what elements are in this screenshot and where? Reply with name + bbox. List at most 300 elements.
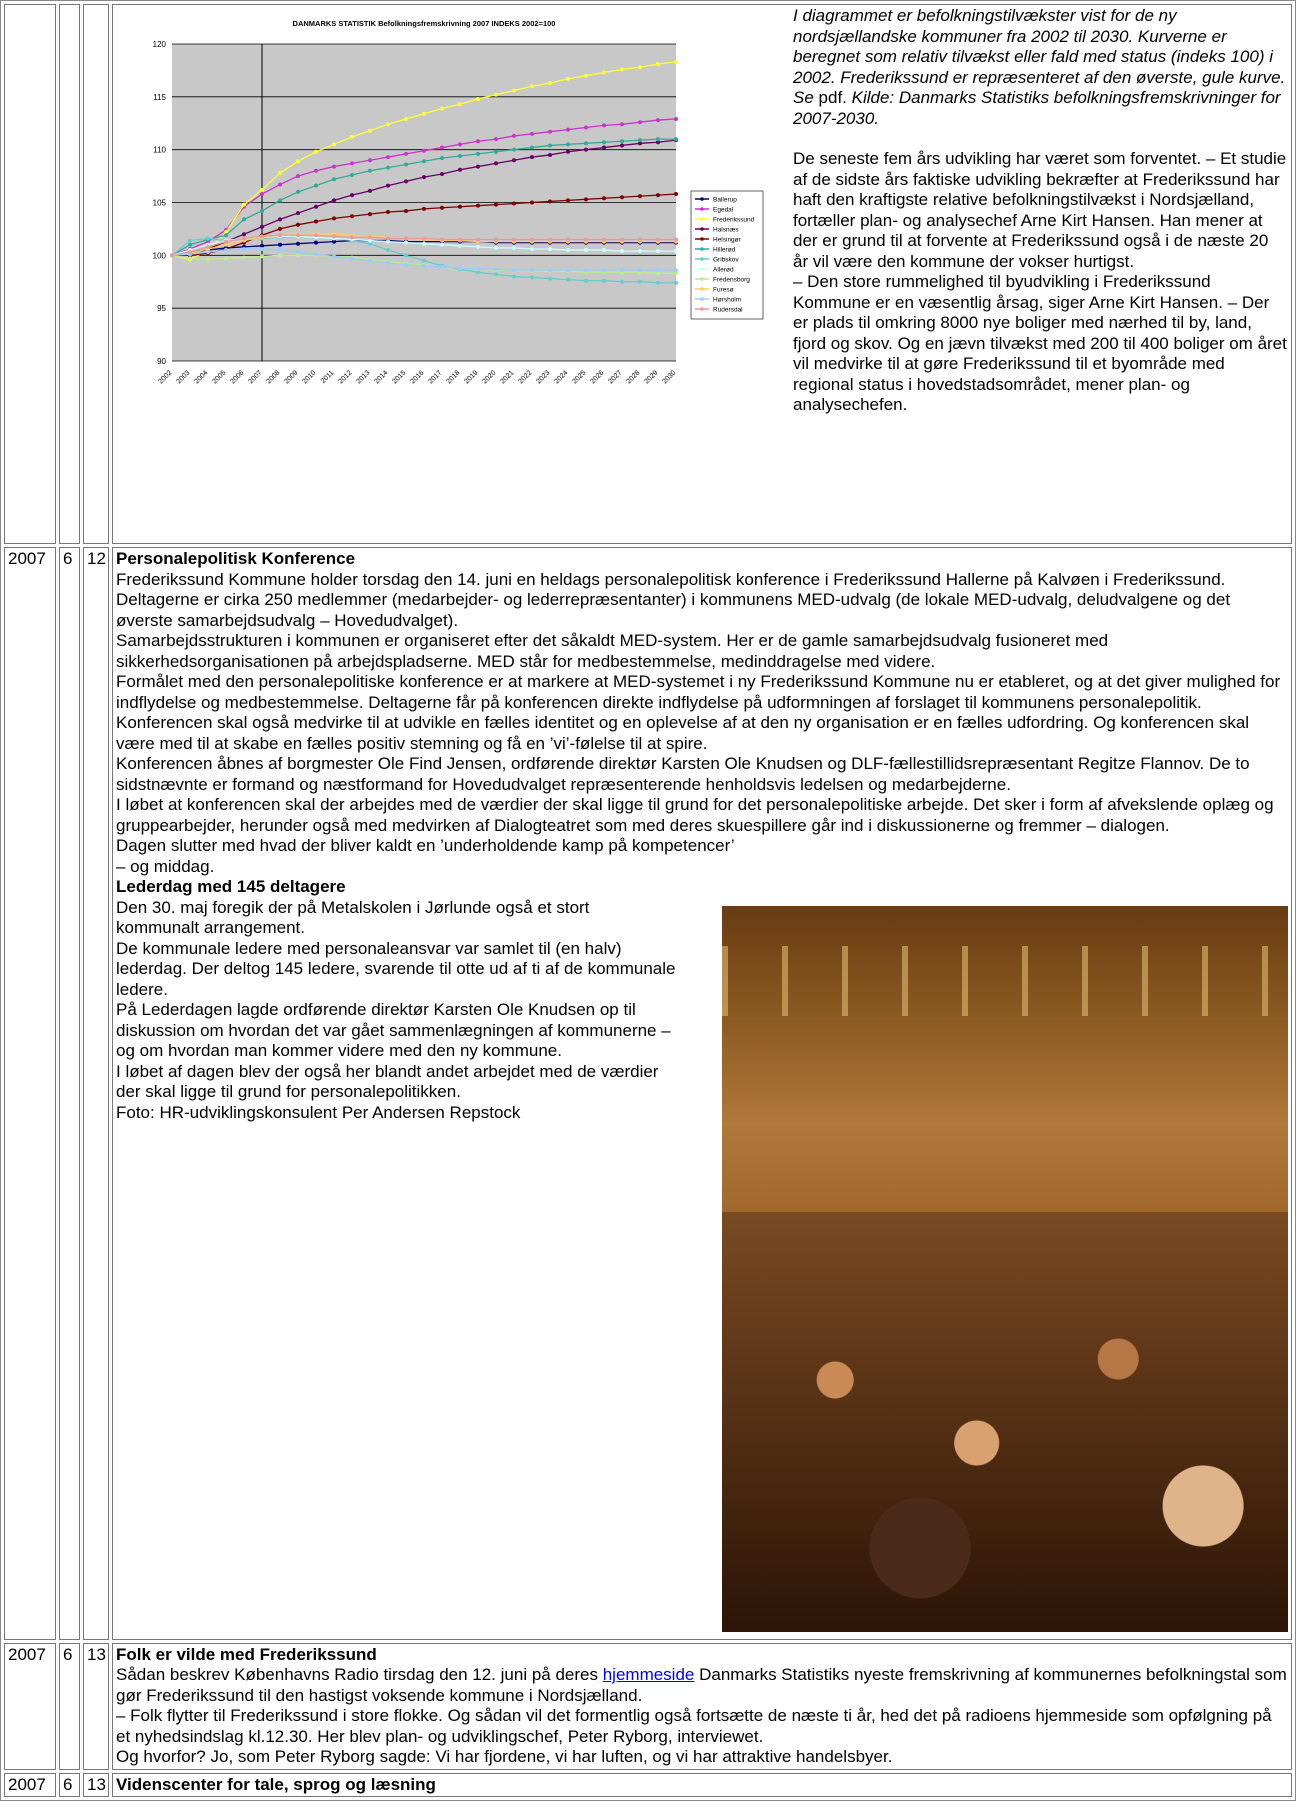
data-point — [656, 268, 660, 272]
data-point — [458, 142, 462, 146]
data-point — [602, 146, 606, 150]
article-title: Videnscenter for tale, sprog og læsning — [116, 1774, 436, 1794]
data-point — [602, 237, 606, 241]
data-point — [296, 233, 300, 237]
day-cell: 13 — [83, 1773, 109, 1798]
data-point — [548, 277, 552, 281]
data-point — [368, 158, 372, 162]
paragraph: – og middag. — [116, 856, 215, 876]
data-point — [476, 245, 480, 249]
data-point — [440, 156, 444, 160]
x-tick-label: 2010 — [301, 369, 318, 386]
x-tick-label: 2022 — [517, 369, 534, 386]
data-point — [314, 241, 318, 245]
data-point — [620, 237, 624, 241]
legend-marker — [700, 197, 704, 201]
data-point — [602, 268, 606, 272]
data-point — [476, 139, 480, 143]
data-point — [224, 248, 228, 252]
data-point — [350, 257, 354, 261]
paragraph: På Lederdagen lagde ordførende direktør Karsten Ole Knudsen op til diskussion om hvordan det var gået sammenlægningen af kommunerne – og om hvordan man kommer videre med den ny kommune. — [116, 1000, 671, 1060]
data-point — [242, 236, 246, 240]
data-point — [278, 253, 282, 257]
paragraph: Formålet med den personalepolitiske konference er at markere at MED-systemet i ny Frederikssund Kommune nu er etableret, og at det giver mulighed for indflydelse og medbestemmelse. Deltagerne får på konferencen direkte indflydelse på udformningen af forslaget til kommunens personalepolitik. — [116, 672, 1281, 712]
data-point — [476, 267, 480, 271]
homepage-link[interactable]: hjemmeside — [602, 1665, 695, 1684]
data-point — [296, 174, 300, 178]
data-point — [224, 240, 228, 244]
data-point — [638, 65, 642, 69]
data-point — [206, 236, 210, 240]
data-point — [368, 235, 372, 239]
data-point — [332, 198, 336, 202]
paragraph: Den 30. maj foregik der på Metalskolen i Jørlunde også et stort kommunalt arrangement. — [116, 897, 590, 937]
data-point — [422, 236, 426, 240]
data-point — [368, 189, 372, 193]
data-point — [440, 265, 444, 269]
data-point — [368, 259, 372, 263]
data-point — [224, 233, 228, 237]
legend-marker — [700, 217, 704, 221]
x-tick-label: 2006 — [229, 369, 246, 386]
data-point — [548, 268, 552, 272]
data-point — [494, 203, 498, 207]
legend-label: Egedal — [713, 206, 734, 214]
x-tick-label: 2018 — [445, 369, 462, 386]
data-point — [638, 138, 642, 142]
table-row — [4, 547, 1292, 1640]
data-point — [440, 172, 444, 176]
data-point — [638, 249, 642, 253]
data-point — [188, 250, 192, 254]
x-tick-label: 2016 — [409, 369, 426, 386]
table-row — [4, 1643, 1292, 1770]
data-point — [458, 266, 462, 270]
paragraph: – Folk flytter til Frederikssund i store flokke. Og sådan vil det formentlig også fortsætte de næste ti år, hed det på radioens hjemmeside som opfølgning på et nyhedsindslag kl.12.30. Her blev plan- og udviklingschef, Peter Ryborg, interviewet. — [116, 1706, 1272, 1746]
data-point — [566, 150, 570, 154]
data-point — [476, 165, 480, 169]
x-tick-label: 2024 — [553, 369, 570, 386]
article-cell — [112, 547, 1292, 1640]
x-tick-label: 2008 — [265, 369, 282, 386]
data-point — [368, 212, 372, 216]
legend-marker — [700, 277, 704, 281]
data-point — [638, 120, 642, 124]
data-point — [548, 130, 552, 134]
x-tick-label: 2030 — [661, 369, 678, 386]
data-point — [422, 259, 426, 263]
paragraph: De kommunale ledere med personaleansvar var samlet til (en halv) lederdag. Der deltog 145 ledere, svarende til otte ud af ti af de kommunale ledere. — [116, 938, 676, 999]
chart-caption: I diagrammet er befolkningstilvækster vist for de ny nordsjællandske kommuner fra 2002 til 2030. Kurverne er beregnet som relativ tilvækst eller fald med status (indeks 100) i 2002. Frederikssund er repræsenteret af den øverste, gule kurve. Se pdf. Kilde: Danmarks Statistiks befolkningsfremskrivninger for 2007-2030. — [793, 6, 1286, 128]
data-point — [530, 201, 534, 205]
data-point — [566, 77, 570, 81]
data-point — [386, 261, 390, 265]
data-point — [476, 97, 480, 101]
data-point — [278, 233, 282, 237]
data-point — [584, 125, 588, 129]
legend-label: Hillerød — [713, 246, 736, 254]
data-point — [260, 254, 264, 258]
data-point — [278, 198, 282, 202]
data-point — [494, 93, 498, 97]
data-point — [530, 268, 534, 272]
data-point — [404, 263, 408, 267]
data-point — [350, 235, 354, 239]
data-point — [530, 155, 534, 159]
data-point — [422, 112, 426, 116]
data-point — [440, 106, 444, 110]
data-point — [386, 248, 390, 252]
data-point — [674, 268, 678, 272]
legend-label: Ballerup — [713, 196, 737, 204]
data-point — [602, 140, 606, 144]
data-point — [494, 137, 498, 141]
article-cell — [112, 1773, 1292, 1798]
data-point — [602, 123, 606, 127]
data-point — [530, 84, 534, 88]
x-tick-label: 2028 — [625, 369, 642, 386]
data-point — [620, 195, 624, 199]
legend-marker — [700, 257, 704, 261]
subsection — [116, 898, 676, 1124]
data-point — [494, 237, 498, 241]
paragraph: Og hvorfor? Jo, som Peter Ryborg sagde: Vi har fjordene, vi har luften, og vi har attraktive handelsbyer. — [116, 1747, 893, 1766]
data-point — [278, 248, 282, 252]
data-point — [620, 280, 624, 284]
data-point — [422, 242, 426, 246]
data-point — [368, 129, 372, 133]
data-point — [458, 168, 462, 172]
data-point — [602, 71, 606, 75]
data-point — [260, 209, 264, 213]
data-point — [674, 60, 678, 64]
data-point — [260, 225, 264, 229]
data-point — [656, 62, 660, 66]
data-point — [530, 276, 534, 280]
data-point — [314, 205, 318, 209]
data-point — [494, 150, 498, 154]
day-cell — [83, 4, 109, 544]
day-cell: 12 — [83, 547, 109, 1640]
paragraph: De seneste fem års udvikling har været som forventet. – Et studie af de sidste års faktiske udvikling bekræfter at Frederikssund har haft den kraftigste relative befolkningstilvækst i Nordsjælland, fortæller plan- og analysechef Arne Kirt Hansen. Han mener at der er grund til at forvente at Frederikssund også i de næste 20 år vil være den kommune der vokser hurtigst. — [793, 149, 1287, 271]
y-tick-label: 90 — [157, 357, 166, 366]
data-point — [548, 143, 552, 147]
x-tick-label: 2013 — [355, 369, 372, 386]
data-point — [422, 159, 426, 163]
data-point — [584, 197, 588, 201]
x-tick-label: 2017 — [427, 369, 444, 386]
data-point — [314, 220, 318, 224]
data-point — [314, 169, 318, 173]
y-tick-label: 105 — [152, 198, 166, 208]
data-point — [332, 142, 336, 146]
data-point — [566, 198, 570, 202]
data-point — [260, 234, 264, 238]
population-chart — [116, 6, 781, 422]
data-point — [260, 188, 264, 192]
data-point — [584, 148, 588, 152]
data-point — [314, 252, 318, 256]
data-point — [512, 148, 516, 152]
data-point — [566, 128, 570, 132]
data-point — [476, 152, 480, 156]
data-point — [278, 217, 282, 221]
data-point — [512, 274, 516, 278]
legend-label: Fredensborg — [713, 276, 750, 284]
year-cell — [4, 4, 56, 544]
data-point — [332, 165, 336, 169]
data-point — [656, 193, 660, 197]
x-tick-label: 2026 — [589, 369, 606, 386]
data-point — [404, 253, 408, 257]
data-point — [512, 202, 516, 206]
data-point — [386, 155, 390, 159]
day-cell: 13 — [83, 1643, 109, 1770]
data-point — [494, 246, 498, 250]
article-title: Folk er vilde med Frederikssund — [116, 1644, 377, 1664]
data-point — [188, 257, 192, 261]
data-point — [242, 203, 246, 207]
x-tick-label: 2015 — [391, 369, 408, 386]
data-point — [674, 237, 678, 241]
data-point — [584, 141, 588, 145]
x-tick-label: 2023 — [535, 369, 552, 386]
data-point — [296, 242, 300, 246]
data-point — [422, 149, 426, 153]
data-point — [584, 74, 588, 78]
legend-label: Allerød — [713, 266, 734, 274]
data-point — [314, 184, 318, 188]
data-point — [602, 248, 606, 252]
data-point — [620, 67, 624, 71]
data-point — [620, 268, 624, 272]
paragraph: Samarbejdsstrukturen i kommunen er organiseret efter det såkaldt MED-system. Her er de gamle samarbejdsudvalg fusioneret med sikkerhedsorganisationen på arbejdspladserne. MED står for medbestemmelse, medinddragelse med videre. — [116, 631, 1109, 671]
paragraph: I løbet at konferencen skal der arbejdes med de værdier der skal ligge til grund for det personalepolitiske arbejde. Det sker i form af afvekslende oplæg og gruppearbejder, herunder også med medvirken af Dialogteatret som med deres skuespillere går ind i diskussionerne og fremmer – dialogen. — [116, 795, 1274, 835]
data-point — [386, 236, 390, 240]
data-point — [584, 268, 588, 272]
legend-label: Furesø — [713, 286, 734, 294]
data-point — [548, 81, 552, 85]
data-point — [188, 243, 192, 247]
data-point — [458, 154, 462, 158]
data-point — [296, 190, 300, 194]
table-row — [4, 1773, 1292, 1798]
data-point — [566, 237, 570, 241]
data-point — [422, 264, 426, 268]
data-point — [278, 183, 282, 187]
legend-label: Gribskov — [713, 256, 739, 264]
data-point — [476, 204, 480, 208]
data-point — [350, 193, 354, 197]
data-point — [404, 152, 408, 156]
data-point — [530, 237, 534, 241]
data-point — [512, 158, 516, 162]
data-point — [458, 244, 462, 248]
paragraph: Frederikssund Kommune holder torsdag den 14. juni en heldags personalepolitisk konference i Frederikssund Hallerne på Kalvøen i Frederikssund. Deltagerne er cirka 250 medlemmer (medarbejder- og lederrepræsentanter) i kommunens MED-udvalg (de lokale MED-udvalg, deludvalgene og det øverste samarbejdsudvalg – Hovedudvalget). — [116, 569, 1231, 630]
x-tick-label: 2011 — [319, 369, 336, 386]
y-tick-label: 95 — [157, 304, 166, 314]
data-point — [440, 243, 444, 247]
data-point — [494, 267, 498, 271]
legend-marker — [700, 247, 704, 251]
data-point — [656, 281, 660, 285]
data-point — [350, 135, 354, 139]
month-cell — [59, 4, 80, 544]
data-point — [620, 249, 624, 253]
data-point — [332, 177, 336, 181]
data-point — [332, 234, 336, 238]
data-point — [674, 192, 678, 196]
chart-svg — [116, 6, 781, 422]
x-tick-label: 2007 — [247, 369, 264, 386]
data-point — [620, 122, 624, 126]
legend-marker — [700, 297, 704, 301]
x-tick-label: 2021 — [499, 369, 516, 386]
data-point — [350, 214, 354, 218]
data-point — [332, 216, 336, 220]
data-point — [674, 137, 678, 141]
data-point — [584, 237, 588, 241]
data-point — [656, 249, 660, 253]
data-point — [260, 192, 264, 196]
ceiling-lights — [722, 946, 1288, 1016]
data-point — [386, 184, 390, 188]
data-point — [458, 237, 462, 241]
data-point — [548, 247, 552, 251]
x-tick-label: 2027 — [607, 369, 624, 386]
data-point — [566, 278, 570, 282]
paragraph: Dagen slutter med hvad der bliver kaldt en ’underholdende kamp på kompetencer’ — [116, 836, 735, 855]
table-row — [4, 4, 1292, 544]
data-point — [404, 179, 408, 183]
data-point — [656, 237, 660, 241]
data-point — [350, 173, 354, 177]
article-title: Personalepolitisk Konference — [116, 549, 356, 568]
data-point — [404, 236, 408, 240]
data-point — [350, 161, 354, 165]
y-tick-label: 115 — [153, 92, 166, 102]
data-point — [458, 205, 462, 209]
data-point — [548, 237, 552, 241]
data-point — [476, 237, 480, 241]
x-tick-label: 2003 — [175, 369, 192, 386]
year-cell: 2007 — [4, 1773, 56, 1798]
photo-credit: Foto: HR-udviklingskonsulent Per Andersen Repstock — [116, 1102, 521, 1122]
data-point — [494, 161, 498, 165]
legend-label: Halsnæs — [713, 226, 739, 234]
data-point — [656, 137, 660, 141]
data-point — [332, 254, 336, 258]
x-tick-label: 2025 — [571, 369, 588, 386]
data-point — [512, 88, 516, 92]
paragraph: Sådan beskrev Københavns Radio tirsdag den 12. juni på deres hjemmeside Danmarks Statistiks nyeste fremskrivning af kommunernes befolkningstal som gør Frederikssund til den hastigst voksende kommune i Nordsjælland. — [116, 1665, 1287, 1705]
data-point — [242, 255, 246, 259]
legend-label: Rudersdal — [713, 306, 743, 314]
data-point — [584, 279, 588, 283]
data-point — [296, 211, 300, 215]
data-point — [170, 253, 174, 257]
photo-conference — [722, 906, 1288, 1632]
data-point — [440, 237, 444, 241]
paragraph: – Den store rummelighed til byudvikling i Frederikssund Kommune er en væsentlig årsag, siger Arne Kirt Hansen. – Der er plads til omkring 8000 nye boliger med nærhed til by, land, fjord og skov. Og en jævn tilvækst med 200 til 400 boliger om året vil medvirke til at gøre Frederikssund til et byområde med regional status i hovedstadsområdet, mener plan- og analysechefen. — [793, 272, 1287, 414]
x-tick-label: 2029 — [643, 369, 660, 386]
data-point — [512, 237, 516, 241]
data-point — [206, 250, 210, 254]
data-point — [512, 134, 516, 138]
legend-label: Helsingør — [713, 236, 741, 244]
legend-marker — [700, 237, 704, 241]
legend-marker — [700, 307, 704, 311]
legend-label: Hørsholm — [713, 296, 742, 304]
data-point — [494, 272, 498, 276]
data-point — [638, 194, 642, 198]
data-point — [368, 169, 372, 173]
y-tick-label: 110 — [153, 145, 166, 155]
data-point — [386, 210, 390, 214]
data-point — [242, 217, 246, 221]
legend-marker — [700, 267, 704, 271]
data-point — [314, 150, 318, 154]
x-tick-label: 2020 — [481, 369, 498, 386]
data-point — [278, 227, 282, 231]
legend-marker — [700, 287, 704, 291]
paragraph: Konferencen skal også medvirke til at udvikle en fælles identitet og en oplevelse af at den ny organisation er en fælles udfordring. Og konferencen skal være med til at skabe en fælles positiv stemning og få en ’vi’-følelse til at spire. — [116, 713, 1250, 753]
month-cell: 6 — [59, 1773, 80, 1798]
data-point — [296, 223, 300, 227]
data-point — [548, 199, 552, 203]
x-tick-label: 2014 — [373, 369, 390, 386]
data-point — [638, 268, 642, 272]
article-subtitle: Lederdag med 145 deltagere — [116, 877, 346, 896]
data-point — [620, 139, 624, 143]
data-point — [512, 246, 516, 250]
data-point — [530, 132, 534, 136]
data-point — [296, 159, 300, 163]
data-point — [566, 248, 570, 252]
data-point — [206, 245, 210, 249]
data-point — [602, 196, 606, 200]
data-point — [674, 249, 678, 253]
legend-marker — [700, 227, 704, 231]
data-point — [674, 117, 678, 121]
data-point — [404, 162, 408, 166]
data-point — [512, 268, 516, 272]
data-point — [404, 117, 408, 121]
data-point — [260, 247, 264, 251]
data-point — [404, 209, 408, 213]
data-point — [602, 279, 606, 283]
data-point — [422, 207, 426, 211]
x-tick-label: 2012 — [337, 369, 354, 386]
data-point — [566, 268, 570, 272]
chart-source: Kilde: Danmarks Statistiks befolkningsfremskrivninger for 2007-2030. — [793, 88, 1281, 128]
data-point — [674, 281, 678, 285]
data-point — [242, 232, 246, 236]
x-tick-label: 2005 — [211, 369, 228, 386]
article-cell — [112, 1643, 1292, 1770]
x-tick-label: 2019 — [463, 369, 480, 386]
x-tick-label: 2002 — [157, 369, 174, 386]
data-point — [530, 146, 534, 150]
y-tick-label: 120 — [152, 40, 166, 49]
data-point — [548, 153, 552, 157]
data-point — [584, 248, 588, 252]
data-point — [620, 143, 624, 147]
data-point — [386, 122, 390, 126]
data-point — [386, 166, 390, 170]
paragraph: I løbet af dagen blev der også her blandt andet arbejdet med de værdier der skal ligge til grund for personalepolitikken. — [116, 1061, 659, 1101]
y-tick-label: 100 — [152, 251, 166, 261]
